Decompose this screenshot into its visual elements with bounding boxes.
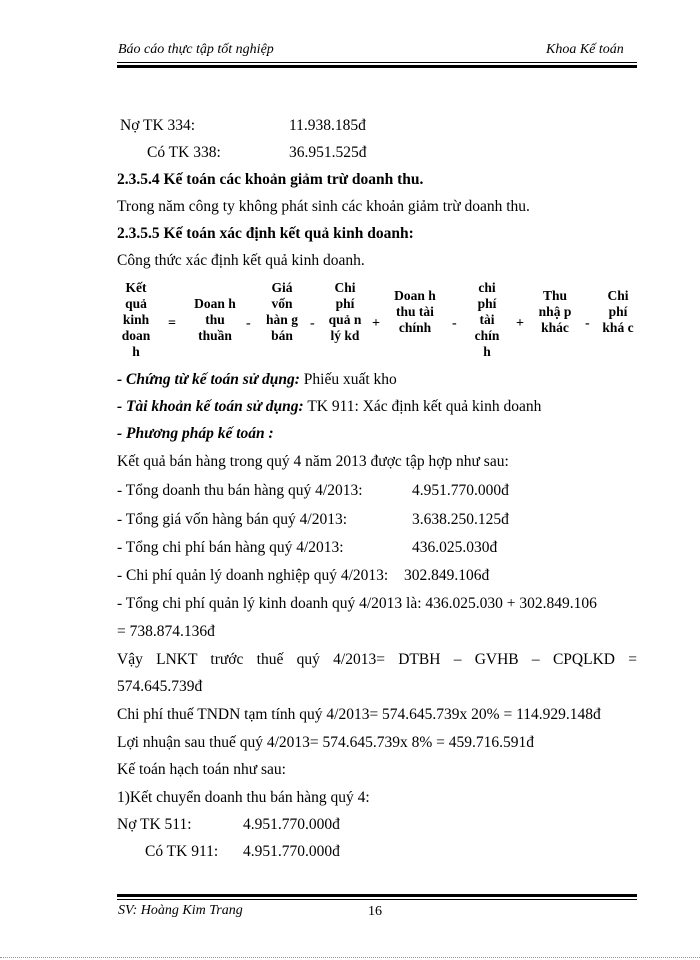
formula-plus-1: + [372, 316, 380, 331]
header-right: Khoa Kế toán [546, 42, 624, 57]
formula-plus-2: + [516, 316, 524, 331]
item-chi-phi-qldn-value: 302.849.106đ [404, 567, 490, 584]
formula-equals: = [168, 316, 176, 331]
item-gia-von-label: - Tổng giá vốn hàng bán quý 4/2013: [117, 511, 348, 528]
thue-tndn-line: Chi phí thuế TNDN tạm tính quý 4/2013= 574.645.739x 20% = 114.929.148đ [117, 706, 601, 723]
footer-rule-thick [117, 894, 637, 897]
footer-rule-thin [117, 899, 637, 900]
no-tk-511-value: 4.951.770.000đ [243, 816, 340, 833]
lnkt-line-2: 574.645.739đ [117, 678, 203, 695]
formula-gia-von: Giá vốn hàn g bán [266, 280, 298, 343]
co-tk-911-label: Có TK 911: [145, 843, 219, 860]
formula-thu-nhap-khac: Thu nhậ p khác [538, 288, 572, 335]
section-heading-2354: 2.3.5.4 Kế toán các khoản giảm trừ doanh thu. [117, 171, 424, 188]
item-chi-phi-ban-hang-label: - Tổng chi phí bán hàng quý 4/2013: [117, 539, 344, 556]
item-chi-phi-qldn-label: - Chi phí quản lý doanh nghiệp quý 4/2013: [117, 567, 389, 584]
section-heading-2355: 2.3.5.5 Kế toán xác định kết quả kinh doanh: [117, 225, 414, 242]
formula-chi-phi-khac: Chi phí khá c [602, 288, 634, 335]
phuong-phap-heading: - Phương pháp kế toán : [117, 425, 274, 442]
header-left: Báo cáo thực tập tốt nghiệp [118, 42, 274, 57]
footer-page-number: 16 [368, 904, 382, 919]
loi-nhuan-line: Lợi nhuận sau thuế quý 4/2013= 574.645.739x 8% = 459.716.591đ [117, 734, 535, 751]
item-tong-chi-phi-qlkd-total: = 738.874.136đ [117, 623, 215, 640]
co-tk-338-label: Có TK 338: [147, 144, 221, 161]
header-rule-thin [117, 62, 637, 63]
item-tong-chi-phi-qlkd: - Tổng chi phí quản lý kinh doanh quý 4/2013 là: 436.025.030 + 302.849.106 [117, 595, 597, 612]
co-tk-338-value: 36.951.525đ [289, 144, 367, 161]
formula-minus-3: - [452, 316, 457, 331]
formula-chi-phi-tai-chinh: chi phí tài chín h [474, 280, 500, 359]
no-tk-511-label: Nợ TK 511: [117, 816, 192, 833]
formula-doanh-thu-thuan: Doan h thu thuần [194, 296, 236, 343]
formula-minus-4: - [585, 316, 590, 331]
item-doanh-thu-value: 4.951.770.000đ [412, 482, 509, 499]
chung-tu-label: - Chứng từ kế toán sử dụng: [117, 371, 300, 388]
item-chi-phi-ban-hang-value: 436.025.030đ [412, 539, 498, 556]
formula-ket-qua: Kết quả kinh doan h [121, 280, 151, 359]
co-tk-911-value: 4.951.770.000đ [243, 843, 340, 860]
lnkt-line-1: Vậy LNKT trước thuế quý 4/2013= DTBH – GVHB – CPQLKD = [117, 651, 637, 668]
paragraph-giam-tru: Trong năm công ty không phát sinh các khoản giảm trừ doanh thu. [117, 198, 530, 215]
formula-chi-phi-qlkd: Chi phí quả n lý kd [328, 280, 362, 343]
no-tk-334-value: 11.938.185đ [289, 117, 366, 134]
no-tk-334-label: Nợ TK 334: [120, 117, 196, 134]
chung-tu-value: Phiếu xuất kho [299, 371, 397, 388]
tai-khoan-line [117, 398, 541, 416]
item-doanh-thu-label: - Tổng doanh thu bán hàng quý 4/2013: [117, 482, 363, 499]
formula-doanh-thu-tai-chinh: Doan h thu tài chính [394, 288, 436, 335]
paragraph-cong-thuc: Công thức xác định kết quả kinh doanh. [117, 252, 365, 269]
tai-khoan-value: TK 911: Xác định kết quả kinh doanh [303, 398, 542, 415]
chung-tu-line [117, 371, 397, 389]
paragraph-ket-qua-ban-hang: Kết quả bán hàng trong quý 4 năm 2013 được tập hợp như sau: [117, 453, 509, 470]
header-rule-thick [117, 65, 637, 68]
footer-student-name: SV: Hoàng Kim Trang [118, 903, 243, 918]
tai-khoan-label: - Tài khoản kế toán sử dụng: [117, 398, 304, 415]
page-bottom-dotted-divider [0, 957, 700, 958]
formula-minus-2: - [310, 316, 315, 331]
hach-toan-heading: Kế toán hạch toán như sau: [117, 761, 286, 778]
item-gia-von-value: 3.638.250.125đ [412, 511, 509, 528]
ket-chuyen-heading: 1)Kết chuyển doanh thu bán hàng quý 4: [117, 789, 370, 806]
formula-minus-1: - [246, 316, 251, 331]
